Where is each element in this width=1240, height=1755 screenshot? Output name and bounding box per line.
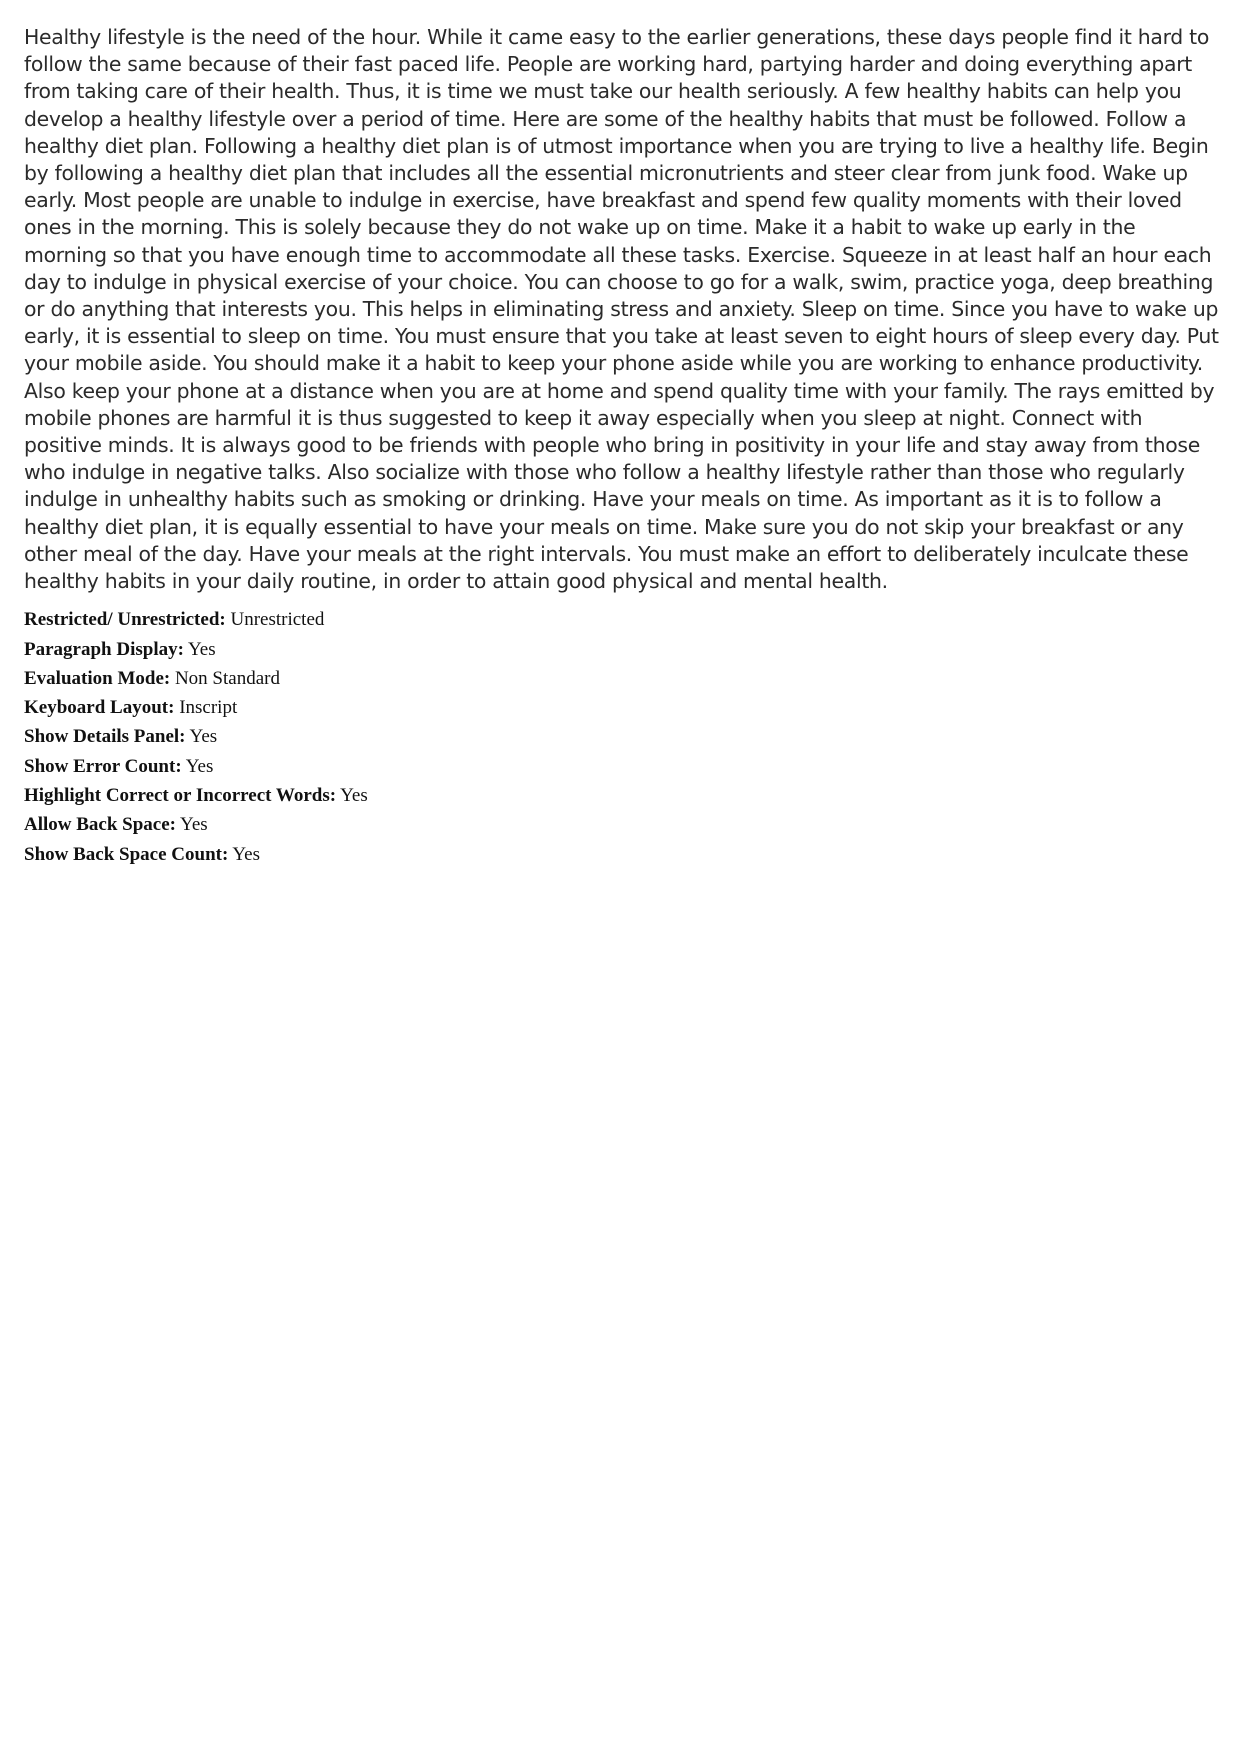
setting-value: Yes [189,726,218,748]
setting-label: Paragraph Display: [24,638,184,660]
setting-keyboard-layout [24,693,1220,722]
setting-allow-back-space [24,810,1220,839]
setting-label: Highlight Correct or Incorrect Words: [24,785,337,807]
setting-value: Yes [185,755,214,777]
settings-list [24,605,1220,869]
document-page [24,24,1220,869]
typing-passage: Healthy lifestyle is the need of the hour. While it came easy to the earlier generations, these days people find it hard to follow the same because of their fast paced life. People are working hard, partying harder and doing everything apart from taking care of their health. Thus, it is time we must take our health seriously. A few healthy habits can help you develop a healthy lifestyle over a period of time. Here are some of the healthy habits that must be followed. Follow a healthy diet plan. Following a healthy diet plan is of utmost importance when you are trying to live a healthy life. Begin by following a healthy diet plan that includes all the essential micronutrients and steer clear from junk food. Wake up early. Most people are unable to indulge in exercise, have breakfast and spend few quality moments with their loved ones in the morning. This is solely because they do not wake up on time. Make it a habit to wake up early in the morning so that you have enough time to accommodate all these tasks. Exercise. Squeeze in at least half an hour each day to indulge in physical exercise of your choice. You can choose to go for a walk, swim, practice yoga, deep breathing or do anything that interests you. This helps in eliminating stress and anxiety. Sleep on time. Since you have to wake up early, it is essential to sleep on time. You must ensure that you take at least seven to eight hours of sleep every day. Put your mobile aside. You should make it a habit to keep your phone aside while you are working to enhance productivity. Also keep your phone at a distance when you are at home and spend quality time with your family. The rays emitted by mobile phones are harmful it is thus suggested to keep it away especially when you sleep at night. Connect with positive minds. It is always good to be friends with people who bring in positivity in your life and stay away from those who indulge in negative talks. Also socialize with those who follow a healthy lifestyle rather than those who regularly indulge in unhealthy habits such as smoking or drinking. Have your meals on time. As important as it is to follow a healthy diet plan, it is equally essential to have your meals on time. Make sure you do not skip your breakfast or any other meal of the day. Have your meals at the right intervals. You must make an effort to deliberately inculcate these healthy habits in your daily routine, in order to attain good physical and mental health. [24,25,1219,594]
setting-label: Evaluation Mode: [24,667,171,689]
setting-label: Allow Back Space: [24,814,176,836]
setting-value: Yes [232,843,260,865]
setting-label: Keyboard Layout: [24,697,175,719]
setting-value: Non Standard [174,667,280,689]
setting-value: Yes [340,785,368,807]
setting-value: Yes [187,638,216,660]
setting-label: Restricted/ Unrestricted: [24,609,226,631]
setting-show-back-space-count [24,840,1220,869]
setting-value: Unrestricted [230,609,325,631]
setting-show-details-panel [24,722,1220,751]
setting-show-error-count [24,752,1220,781]
setting-highlight-words [24,781,1220,810]
setting-restriction [24,605,1220,634]
setting-label: Show Error Count: [24,755,182,777]
setting-evaluation-mode [24,664,1220,693]
setting-label: Show Back Space Count: [24,843,229,865]
setting-value: Inscript [179,697,238,719]
setting-paragraph-display [24,635,1220,664]
setting-value: Yes [180,814,208,836]
setting-label: Show Details Panel: [24,726,186,748]
